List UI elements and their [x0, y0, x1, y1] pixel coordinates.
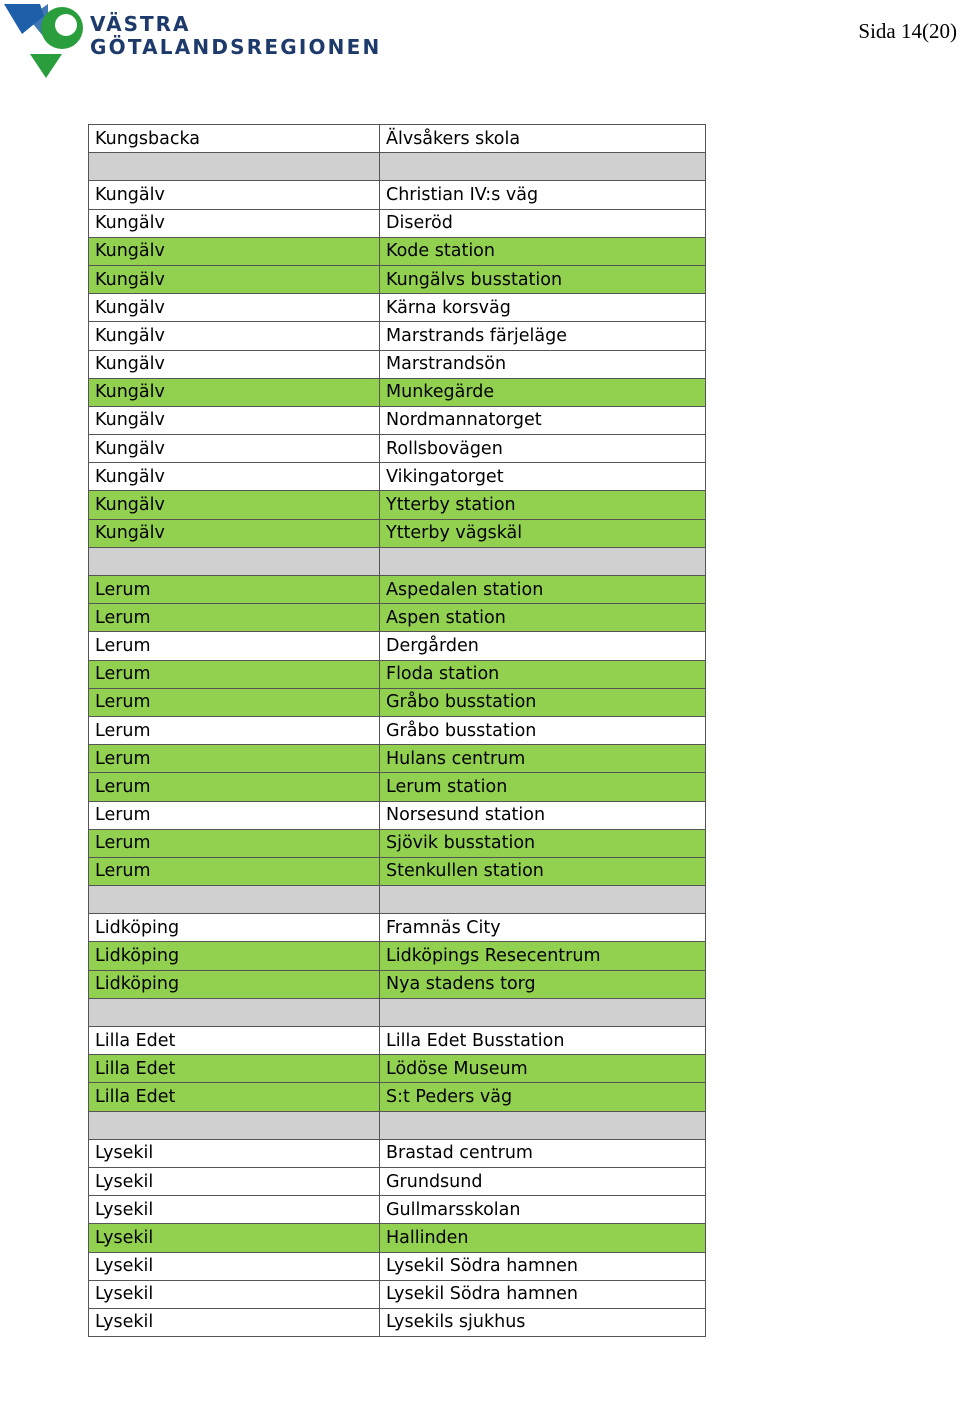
hallplats-cell: [380, 886, 706, 914]
table-row: [89, 491, 706, 519]
kommun-cell: Lilla Edet: [89, 1083, 380, 1111]
table-row: [89, 745, 706, 773]
table-row: [89, 1139, 706, 1167]
table-row: [89, 209, 706, 237]
kommun-cell: Lysekil: [89, 1224, 380, 1252]
hallplats-cell: [380, 1111, 706, 1139]
table-row: [89, 406, 706, 434]
hallplats-cell: Ytterby vägskäl: [380, 519, 706, 547]
hallplats-cell: Nordmannatorget: [380, 406, 706, 434]
kommun-cell: [89, 547, 380, 575]
kommun-cell: Lerum: [89, 576, 380, 604]
stops-table: [88, 124, 706, 1337]
hallplats-cell: Christian IV:s väg: [380, 181, 706, 209]
separator-row: [89, 1111, 706, 1139]
kommun-cell: Lidköping: [89, 970, 380, 998]
kommun-cell: Kungälv: [89, 519, 380, 547]
kommun-cell: Lerum: [89, 660, 380, 688]
table-row: [89, 604, 706, 632]
hallplats-cell: Lysekil Södra hamnen: [380, 1252, 706, 1280]
kommun-cell: Kungälv: [89, 294, 380, 322]
kommun-cell: Lerum: [89, 632, 380, 660]
hallplats-cell: Norsesund station: [380, 801, 706, 829]
kommun-cell: Lerum: [89, 857, 380, 885]
kommun-cell: Kungälv: [89, 322, 380, 350]
table-row: [89, 632, 706, 660]
kommun-cell: Lidköping: [89, 914, 380, 942]
hallplats-cell: Grundsund: [380, 1167, 706, 1195]
separator-row: [89, 998, 706, 1026]
kommun-cell: Lerum: [89, 604, 380, 632]
hallplats-cell: Lilla Edet Busstation: [380, 1027, 706, 1055]
hallplats-cell: Aspen station: [380, 604, 706, 632]
table-row: [89, 350, 706, 378]
hallplats-cell: Nya stadens torg: [380, 970, 706, 998]
brand-name: [90, 13, 381, 59]
separator-row: [89, 547, 706, 575]
table-row: [89, 716, 706, 744]
table-row: [89, 1224, 706, 1252]
kommun-cell: Kungälv: [89, 491, 380, 519]
hallplats-cell: Stenkullen station: [380, 857, 706, 885]
hallplats-cell: Marstrands färjeläge: [380, 322, 706, 350]
hallplats-cell: [380, 153, 706, 181]
hallplats-cell: Framnäs City: [380, 914, 706, 942]
kommun-cell: Lerum: [89, 773, 380, 801]
hallplats-cell: Kungälvs busstation: [380, 265, 706, 293]
kommun-cell: Lerum: [89, 829, 380, 857]
kommun-cell: [89, 998, 380, 1026]
hallplats-cell: Lidköpings Resecentrum: [380, 942, 706, 970]
table-row: [89, 1027, 706, 1055]
table-row: [89, 1083, 706, 1111]
vgr-logo-icon: [4, 2, 94, 78]
table-row: [89, 322, 706, 350]
page-header: [0, 0, 960, 110]
hallplats-cell: Aspedalen station: [380, 576, 706, 604]
hallplats-cell: [380, 547, 706, 575]
hallplats-cell: Diseröd: [380, 209, 706, 237]
separator-row: [89, 153, 706, 181]
kommun-cell: Kungälv: [89, 181, 380, 209]
kommun-cell: Lilla Edet: [89, 1055, 380, 1083]
hallplats-cell: Hallinden: [380, 1224, 706, 1252]
table-row: [89, 688, 706, 716]
table-row: [89, 463, 706, 491]
table-row: [89, 125, 706, 153]
table-row: [89, 829, 706, 857]
table-row: [89, 576, 706, 604]
table-row: [89, 773, 706, 801]
hallplats-cell: Lysekils sjukhus: [380, 1308, 706, 1336]
separator-row: [89, 886, 706, 914]
hallplats-cell: Sjövik busstation: [380, 829, 706, 857]
table-row: [89, 378, 706, 406]
kommun-cell: Kungälv: [89, 435, 380, 463]
kommun-cell: Lerum: [89, 745, 380, 773]
kommun-cell: Kungälv: [89, 463, 380, 491]
hallplats-cell: Dergården: [380, 632, 706, 660]
hallplats-cell: Älvsåkers skola: [380, 125, 706, 153]
table-row: [89, 519, 706, 547]
hallplats-cell: Kode station: [380, 237, 706, 265]
table-row: [89, 1055, 706, 1083]
hallplats-cell: Floda station: [380, 660, 706, 688]
table-row: [89, 237, 706, 265]
kommun-cell: Lysekil: [89, 1252, 380, 1280]
kommun-cell: Kungälv: [89, 209, 380, 237]
kommun-cell: Kungälv: [89, 378, 380, 406]
hallplats-cell: Brastad centrum: [380, 1139, 706, 1167]
hallplats-cell: Rollsbovägen: [380, 435, 706, 463]
hallplats-cell: Vikingatorget: [380, 463, 706, 491]
hallplats-cell: Gullmarsskolan: [380, 1196, 706, 1224]
hallplats-cell: Lerum station: [380, 773, 706, 801]
kommun-cell: Kungälv: [89, 350, 380, 378]
hallplats-cell: Kärna korsväg: [380, 294, 706, 322]
table-row: [89, 857, 706, 885]
table-row: [89, 660, 706, 688]
hallplats-cell: S:t Peders väg: [380, 1083, 706, 1111]
hallplats-cell: Lysekil Södra hamnen: [380, 1280, 706, 1308]
table-row: [89, 181, 706, 209]
kommun-cell: [89, 153, 380, 181]
table-row: [89, 435, 706, 463]
kommun-cell: Lysekil: [89, 1167, 380, 1195]
hallplats-cell: Gråbo busstation: [380, 688, 706, 716]
kommun-cell: Lysekil: [89, 1308, 380, 1336]
brand-line-2: GÖTALANDSREGIONEN: [90, 35, 382, 59]
table-row: [89, 914, 706, 942]
brand-line-1: VÄSTRA: [90, 12, 191, 36]
kommun-cell: Lysekil: [89, 1196, 380, 1224]
kommun-cell: [89, 1111, 380, 1139]
kommun-cell: Kungälv: [89, 237, 380, 265]
kommun-cell: Kungsbacka: [89, 125, 380, 153]
kommun-cell: Lysekil: [89, 1139, 380, 1167]
kommun-cell: Lysekil: [89, 1280, 380, 1308]
hallplats-cell: Munkegärde: [380, 378, 706, 406]
table-row: [89, 1308, 706, 1336]
table-row: [89, 1167, 706, 1195]
kommun-cell: Kungälv: [89, 265, 380, 293]
table-row: [89, 265, 706, 293]
table-row: [89, 1252, 706, 1280]
hallplats-cell: Marstrandsön: [380, 350, 706, 378]
kommun-cell: Lerum: [89, 688, 380, 716]
table-row: [89, 1280, 706, 1308]
table-row: [89, 942, 706, 970]
kommun-cell: Lerum: [89, 716, 380, 744]
kommun-cell: Lerum: [89, 801, 380, 829]
kommun-cell: Kungälv: [89, 406, 380, 434]
table-row: [89, 294, 706, 322]
kommun-cell: [89, 886, 380, 914]
hallplats-cell: Lödöse Museum: [380, 1055, 706, 1083]
table-row: [89, 801, 706, 829]
kommun-cell: Lilla Edet: [89, 1027, 380, 1055]
hallplats-cell: Hulans centrum: [380, 745, 706, 773]
table-row: [89, 970, 706, 998]
kommun-cell: Lidköping: [89, 942, 380, 970]
hallplats-cell: Gråbo busstation: [380, 716, 706, 744]
hallplats-cell: [380, 998, 706, 1026]
table-row: [89, 1196, 706, 1224]
hallplats-cell: Ytterby station: [380, 491, 706, 519]
page-number: Sida 14(20): [858, 19, 957, 43]
